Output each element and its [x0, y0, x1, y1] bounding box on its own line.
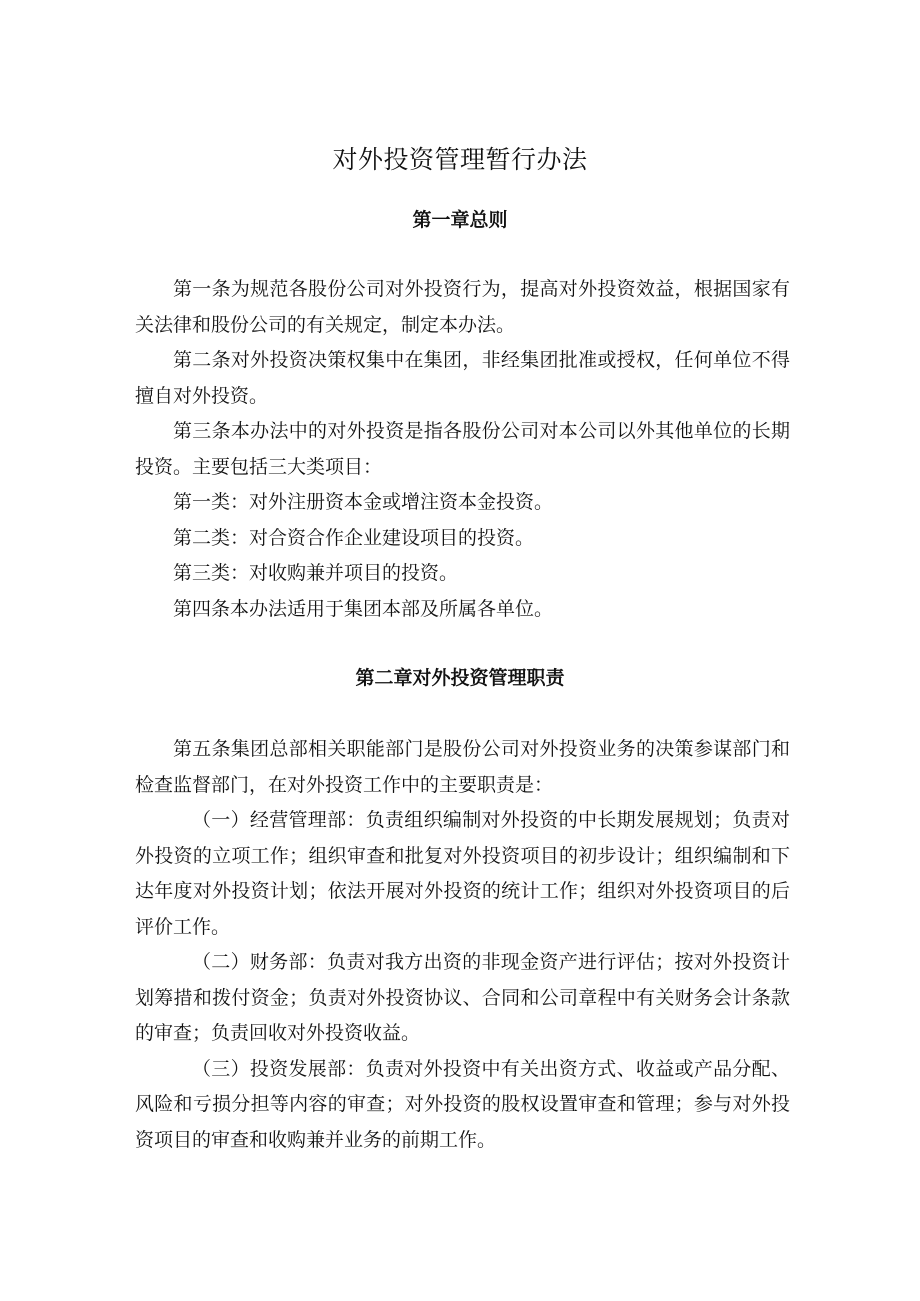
category-1: 第一类：对外注册资本金或增注资本金投资。: [173, 491, 554, 513]
category-3: 第三类：对收购兼并项目的投资。: [173, 562, 459, 584]
duty-investment-dept: （三）投资发展部：负责对外投资中有关出资方式、收益或产品分配、风险和亏损分担等内容的审查；对外投资的股权设置审查和管理；参与对外投资项目的审查和收购兼并业务的前期工作。: [135, 1057, 790, 1151]
chapter-1-heading: 第一章总则: [412, 209, 508, 231]
duty-finance-dept: （二）财务部：负责对我方出资的非现金资产进行评估；按对外投资计划筹措和拨付资金；负责对外投资协议、合同和公司章程中有关财务会计条款的审查；负责回收对外投资收益。: [135, 951, 790, 1044]
document-title: 对外投资管理暂行办法: [332, 145, 588, 174]
article-5: 第五条集团总部相关职能部门是股份公司对外投资业务的决策参谋部门和检查监督部门，在对外投资工作中的主要职责是：: [135, 738, 790, 796]
article-1: 第一条为规范各股份公司对外投资行为，提高对外投资效益，根据国家有关法律和股份公司的有关规定，制定本办法。: [135, 278, 790, 336]
article-4: 第四条本办法适用于集团本部及所属各单位。: [173, 597, 554, 620]
article-3: 第三条本办法中的对外投资是指各股份公司对本公司以外其他单位的长期投资。主要包括三大类项目：: [135, 420, 790, 478]
duty-operations-dept: （一）经营管理部：负责组织编制对外投资的中长期发展规划；负责对外投资的立项工作；组织审查和批复对外投资项目的初步设计；组织编制和下达年度对外投资计划；依法开展对外投资的统计工作；组织对外投资项目的后评价工作。: [135, 809, 790, 938]
chapter-2-heading: 第二章对外投资管理职责: [355, 667, 565, 689]
category-2: 第二类：对合资合作企业建设项目的投资。: [173, 526, 535, 549]
article-2: 第二条对外投资决策权集中在集团，非经集团批准或授权，任何单位不得擅自对外投资。: [135, 349, 790, 407]
chapter-2-body: [135, 732, 790, 1158]
chapter-1-body: [135, 272, 790, 627]
